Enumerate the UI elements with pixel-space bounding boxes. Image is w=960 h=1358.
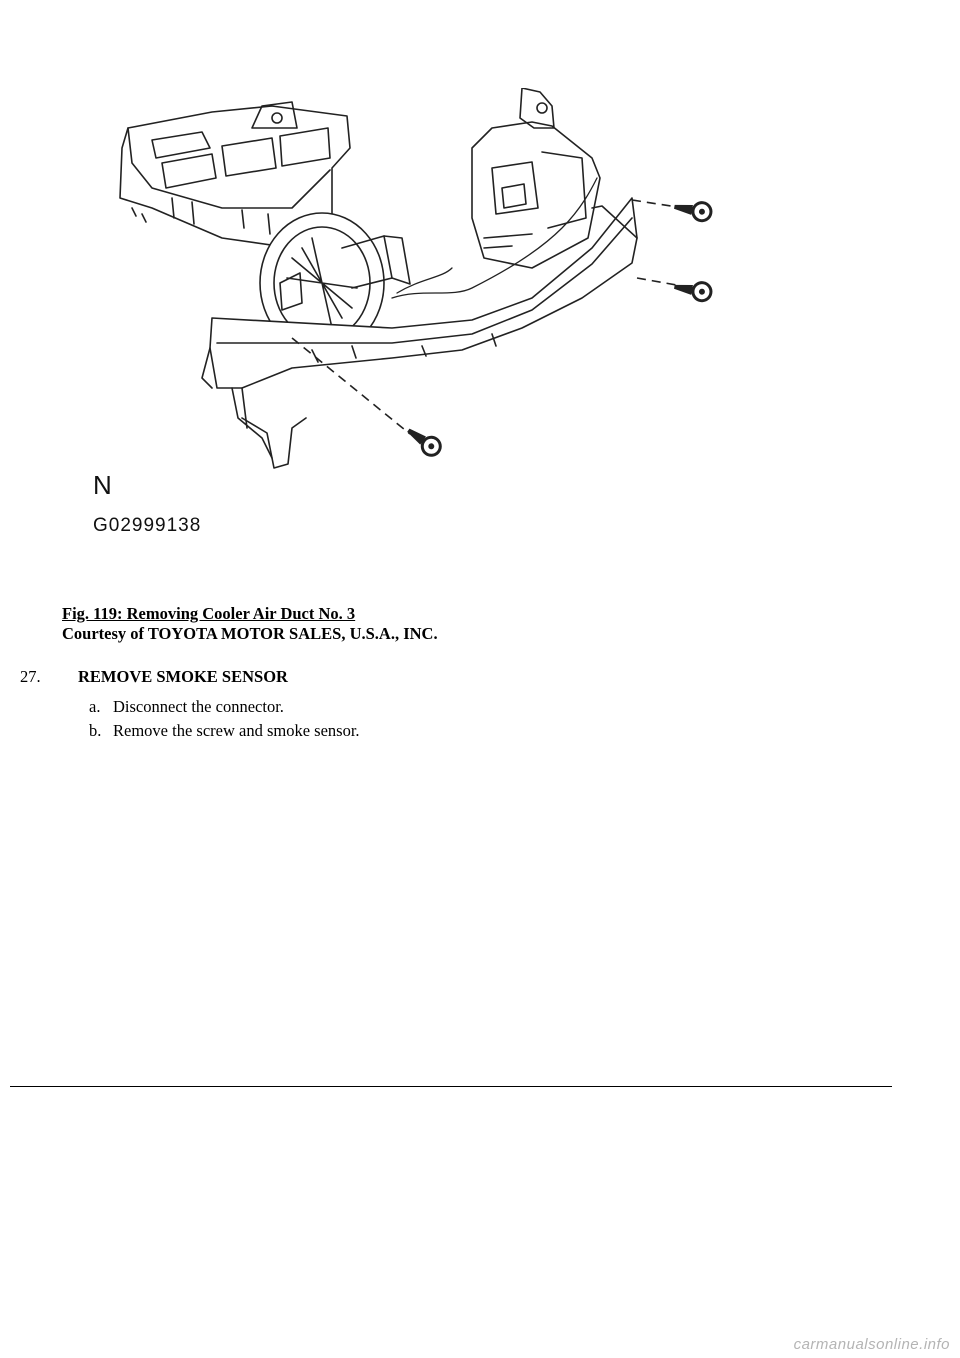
substep-text: Remove the screw and smoke sensor.: [113, 721, 360, 740]
step-title: REMOVE SMOKE SENSOR: [78, 667, 288, 686]
screw-guide-line-2: [637, 278, 682, 286]
substep-marker: b.: [89, 721, 102, 740]
figure-caption: [62, 604, 438, 644]
site-watermark: carmanualsonline.info: [793, 1336, 950, 1353]
lower-bracket: [242, 418, 306, 468]
figure-caption-credit: Courtesy of TOYOTA MOTOR SALES, U.S.A., INC.: [62, 624, 438, 643]
screw-3: [403, 423, 444, 459]
figure-caption-title: Fig. 119: Removing Cooler Air Duct No. 3: [62, 604, 356, 623]
page-divider: [10, 1086, 892, 1087]
step-number: 27.: [20, 667, 41, 686]
screw-2: [673, 278, 713, 302]
procedure-step: [20, 667, 288, 687]
substep-a: [89, 697, 284, 717]
substep-marker: a.: [89, 697, 101, 716]
cooler-air-duct-illustration: [92, 88, 742, 548]
substep-b: [89, 721, 360, 741]
figure-code: G02999138: [93, 515, 202, 536]
screw-1: [673, 198, 713, 222]
figure-label-letter: N: [93, 470, 113, 500]
heater-unit: [472, 88, 600, 268]
substep-text: Disconnect the connector.: [113, 697, 284, 716]
